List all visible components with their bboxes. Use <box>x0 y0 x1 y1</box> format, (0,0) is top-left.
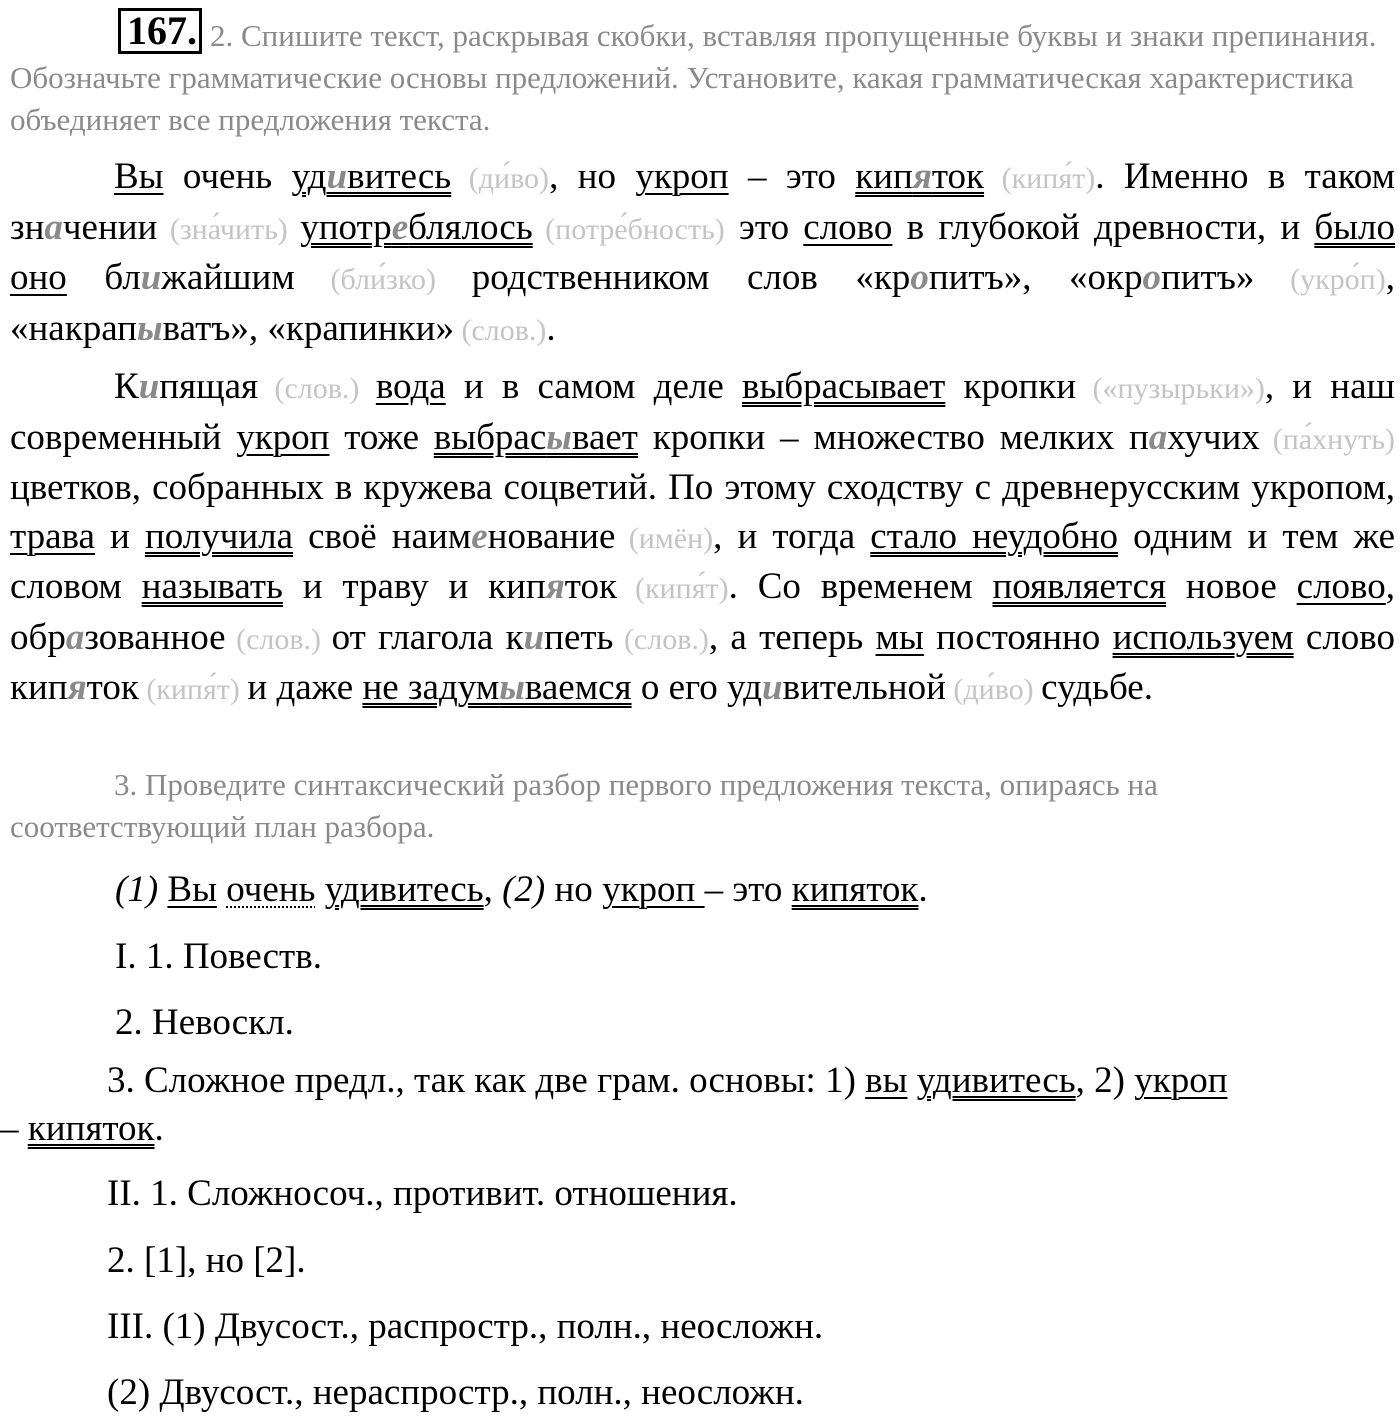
subject-word: слово <box>1296 566 1386 607</box>
task-2-instruction <box>10 8 1390 141</box>
hint: (имён) <box>615 521 714 555</box>
inserted-letter: а <box>1148 416 1168 458</box>
inserted-letter: и <box>140 257 162 298</box>
hint: (слов.) <box>613 622 709 656</box>
inserted-letter: а <box>65 616 85 658</box>
hint: (укро́п) <box>1254 263 1386 296</box>
subject-word: укроп <box>1134 1060 1228 1101</box>
predicate-word: не задумываемся <box>362 667 632 708</box>
inserted-letter: и <box>762 667 783 708</box>
hint: (слов.) <box>225 622 332 656</box>
task-2-text: 2. Спишите текст, раскрывая скобки, вставляя пропущенные буквы и знаки препинания. Обозначьте грамматические основы предложений. Установите, какая грамматическая характеристика объединяет все предложения текста. <box>10 18 1377 137</box>
predicate-word: выбрасывает <box>741 366 946 407</box>
inserted-letter: я <box>67 667 87 708</box>
hint: («пузырьки») <box>1076 372 1265 405</box>
inserted-letter: я <box>545 566 565 607</box>
subject-word: слово <box>803 206 893 248</box>
analysis-line-3: 3. Сложное предл., так как две грам. основы: 1) вы удивитесь, 2) укроп <box>107 1060 1228 1101</box>
subject-word: оно <box>10 257 67 298</box>
subject-word: вы <box>865 1060 908 1101</box>
subject-word: укроп <box>602 869 705 910</box>
subject-word: Вы <box>114 156 164 197</box>
inserted-letter: о <box>1142 257 1161 298</box>
predicate-word: кипяток <box>791 869 919 910</box>
inserted-letter: ы <box>136 307 163 349</box>
exercise-number: 167. <box>118 8 202 54</box>
inserted-letter: и <box>523 616 545 658</box>
predicate-word: было <box>1314 206 1396 248</box>
hint: (бли́зко) <box>294 263 472 296</box>
analysis-line-1: I. 1. Повеств. <box>115 936 322 977</box>
subject-word: укроп <box>635 156 729 197</box>
hint: (па́хнуть) <box>1259 422 1395 456</box>
predicate-word: удивитесь <box>291 156 452 197</box>
predicate-word: стало неудобно <box>870 515 1119 557</box>
analysis-line-3-cont: – кипяток. <box>0 1108 164 1149</box>
inserted-letter: е <box>471 515 488 557</box>
subject-word: трава <box>10 515 95 557</box>
predicate-word: удивитесь <box>324 869 484 910</box>
hint: (слов.) <box>453 313 547 347</box>
text-paragraph-2: Кипящая (слов.) вода и в самом деле выбрасывает кропки («пузырьки»), и наш современный укроп тоже выбрасывает кропки – множество мелких пахучих (па́хнуть) цветков, собранных в кружева соцветий. По этому сходству с древнерусским укропом, трава и получила своё наименование (имён), и тогда стало неудобно одним и тем же словом называть и траву и кипяток (кипя́т). Со временем появляется новое слово, образованное (слов.) от глагола кипеть (слов.), а теперь мы постоянно используем слово кипяток (кипя́т) и даже не задумываемся о его удивительной (ди́во) судьбе. <box>10 366 1396 708</box>
subject-word: мы <box>875 616 924 658</box>
predicate-word: употреблялось <box>300 206 533 248</box>
analysis-line-5: 2. [1], но [2]. <box>107 1240 306 1281</box>
inserted-letter: и <box>138 366 160 407</box>
hint: (потре́бность) <box>532 212 725 246</box>
hint: (кипя́т) <box>984 162 1096 195</box>
predicate-word: используем <box>1112 616 1294 658</box>
predicate-word: кипяток <box>27 1108 155 1149</box>
hint: (ди́во) <box>945 673 1042 706</box>
predicate-word: кипяток <box>855 156 985 197</box>
subject-word: вода <box>375 366 446 407</box>
predicate-word: появляется <box>992 566 1167 607</box>
hint: (зна́чить) <box>157 212 301 246</box>
subject-word: Вы <box>167 869 217 910</box>
analysis-line-7: (2) Двусост., нераспростр., полн., неосложн. <box>107 1372 804 1413</box>
inserted-letter: о <box>910 257 929 298</box>
task-3-instruction: 3. Проведите синтаксический разбор первого предложения текста, опираясь на соответствующий план разбора. <box>10 767 1158 844</box>
text-paragraph-1: Вы очень удивитесь (ди́во), но укроп – это кипяток (кипя́т). Именно в таком значении (зна́чить) употреблялось (потре́бность) это слово в глубокой древности, и было оно ближайшим (бли́зко) родственником слов «кропитъ», «окропитъ» (укро́п), «накрапыватъ», «крапинки» (слов.). <box>10 156 1396 349</box>
subject-word: укроп <box>236 416 330 458</box>
hint: (кипя́т) <box>138 673 248 706</box>
predicate-word: получила <box>144 515 294 557</box>
hint: (слов.) <box>258 372 376 405</box>
hint: (ди́во) <box>451 162 550 195</box>
analysis-line-2: 2. Невоскл. <box>115 1002 294 1043</box>
analysis-line-6: III. (1) Двусост., распростр., полн., неосложн. <box>107 1306 824 1347</box>
hint: (кипя́т) <box>616 572 729 605</box>
predicate-word: выбрасывает <box>433 416 638 458</box>
predicate-word: удивитесь <box>916 1060 1076 1101</box>
inserted-letter: а <box>44 206 63 248</box>
analysis-line-4: II. 1. Сложносоч., противит. отношения. <box>107 1173 738 1214</box>
analysis-sentence: (1) Вы очень удивитесь, (2) но укроп – это кипяток. <box>115 869 928 910</box>
predicate-word: называть <box>141 566 283 607</box>
adverbial-word: очень <box>226 869 316 910</box>
